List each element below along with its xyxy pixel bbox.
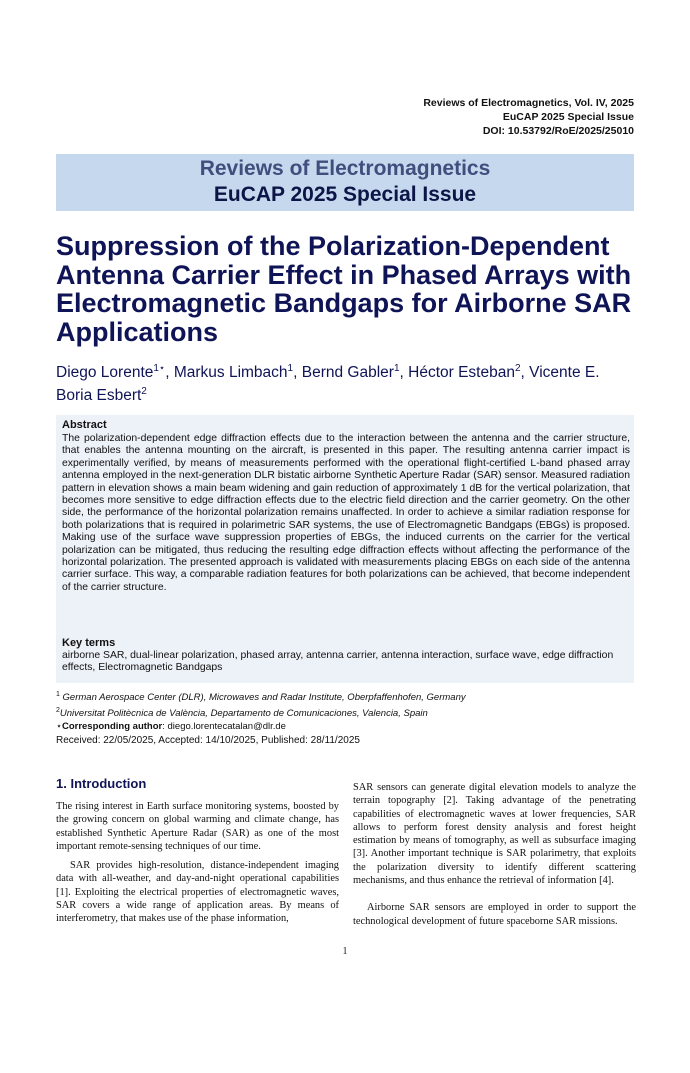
abstract-body: The polarization-dependent edge diffraction effects due to the interaction between the antenna and the carrier structure, that enables the antenna mounting on the aircraft, is presented in this paper. The resulting antenna carrier impact is experimentally verified, by means of measurements performed with the operational flight-certified L-band phased array antenna employed in the next-generation DLR bistatic airborne Synthetic Aperture Radar (SAR) sensor. Measured radiation pattern in elevation shows a main beam widening and gain reduction of approximately 1 dB for the vertical polarization, that becomes more sensitive to edge diffraction effects due to the electric field direction and the carrier geometry. On the other side, the performance of the horizontal polarization remains unaffected. In order to achieve a similar radiation response for both polarizations that is required in polarimetric SAR systems, the use of Electromagnetic Bandgaps (EBGs) is proposed. Making use of the surface wave suppression properties of EBGs, the induced currents on the carrier for the vertical polarization can be mitigated, thus reducing the resulting edge diffraction effects without affecting the performance of the horizontal polarization. The presented approach is validated with measurements placing EBGs on each side of the antenna carrier surface. This way, a comparable radiation features for both polarizations can be achieved, that become independent of the carrier structure.	[62, 433, 630, 593]
abstract-box	[56, 415, 634, 683]
banner-issue-name: EuCAP 2025 Special Issue	[213, 183, 477, 206]
author: Diego Lorente	[56, 364, 154, 382]
author-sup: 1⋆	[153, 363, 166, 374]
journal-issue: EuCAP 2025 Special Issue	[502, 111, 634, 123]
paper-title: Suppression of the Polarization-Dependent Antenna Carrier Effect in Phased Arrays with Electromagnetic Bandgaps for Airborne SAR Applications	[56, 231, 632, 347]
corresponding-label: Corresponding author	[61, 721, 163, 733]
corresponding-marker: ⋆	[56, 721, 62, 733]
column-left	[56, 800, 339, 932]
corresponding-email: : diego.lorentecatalan@dlr.de	[162, 721, 286, 733]
author: Markus Limbach	[173, 364, 288, 382]
author-sup: 2	[514, 363, 521, 374]
journal-banner	[56, 154, 634, 211]
author-list: Diego Lorente$^{1⋆}$, Markus Limbach$^1$, Bernd Gabler$^1$, Héctor Esteban$^2$, Vicente E. Boria Esbert$^2$	[56, 363, 600, 405]
paragraph: SAR sensors can generate digital elevation models to analyze the terrain topography [2]. Taking advantage of the penetrating capabilities of electromagnetic waves at lower frequencies, SAR allows to perform forest density analysis and forest height estimation by means of tomography, as well as subsurface imaging [3]. Another important technique is SAR polarimetry, that exploits the polarization diversity to identify different scattering mechanisms, and thus enhance the retrieval of information [4].	[353, 782, 636, 887]
author-sup: 1	[287, 363, 294, 374]
affiliations	[56, 688, 636, 733]
affiliation-text: Universitat Politècnica de València, Departamento de Comunicaciones, Valencia, Spain	[59, 708, 428, 720]
corresponding-author	[56, 720, 636, 733]
affiliation-1	[56, 688, 636, 704]
column-right	[353, 781, 636, 934]
journal-meta	[423, 96, 634, 138]
section-heading: 1. Introduction	[56, 776, 147, 791]
journal-volume: Reviews of Electromagnetics, Vol. IV, 2025	[423, 97, 634, 109]
affiliation-sup: 1	[56, 691, 60, 698]
affiliation-2	[56, 704, 636, 720]
author-sup: 2	[141, 386, 147, 398]
author: Vicente E. Boria Esbert	[56, 364, 600, 405]
key-terms-heading: Key terms	[62, 637, 116, 649]
affiliation-text: German Aerospace Center (DLR), Microwaves and Radar Institute, Oberpfaffenhofen, Germany	[62, 692, 466, 704]
abstract-heading: Abstract	[62, 419, 107, 431]
author: Héctor Esteban	[408, 364, 515, 382]
author-sup: 1	[393, 363, 400, 374]
banner-journal-name: Reviews of Electromagnetics	[199, 157, 491, 180]
affiliation-sup: 2	[56, 707, 60, 715]
paragraph: The rising interest in Earth surface monitoring systems, boosted by the growing concern on global warming and climate change, has established Synthetic Aperture Radar (SAR) as one of the most important remote-sensing techniques of our time.	[56, 801, 339, 852]
author: Bernd Gabler	[301, 364, 394, 382]
page-number: 1	[342, 946, 348, 957]
paragraph: Airborne SAR sensors are employed in order to support the technological development of future spaceborne SAR missions.	[353, 902, 636, 927]
publication-dates: Received: 22/05/2025, Accepted: 14/10/2025, Published: 28/11/2025	[56, 735, 360, 746]
paragraph: SAR provides high-resolution, distance-independent imaging data with all-weather, and day-and-night operational capabilities [1]. Exploiting the electrical properties of electromagnetic waves, SAR covers a wide range of application areas. By means of interferometry, that makes use of the phase information,	[56, 860, 339, 925]
journal-doi: DOI: 10.53792/RoE/2025/25010	[482, 125, 634, 137]
key-terms-body: airborne SAR, dual-linear polarization, phased array, antenna carrier, antenna interaction, surface wave, edge diffraction effects, Electromagnetic Bandgaps	[62, 650, 614, 674]
